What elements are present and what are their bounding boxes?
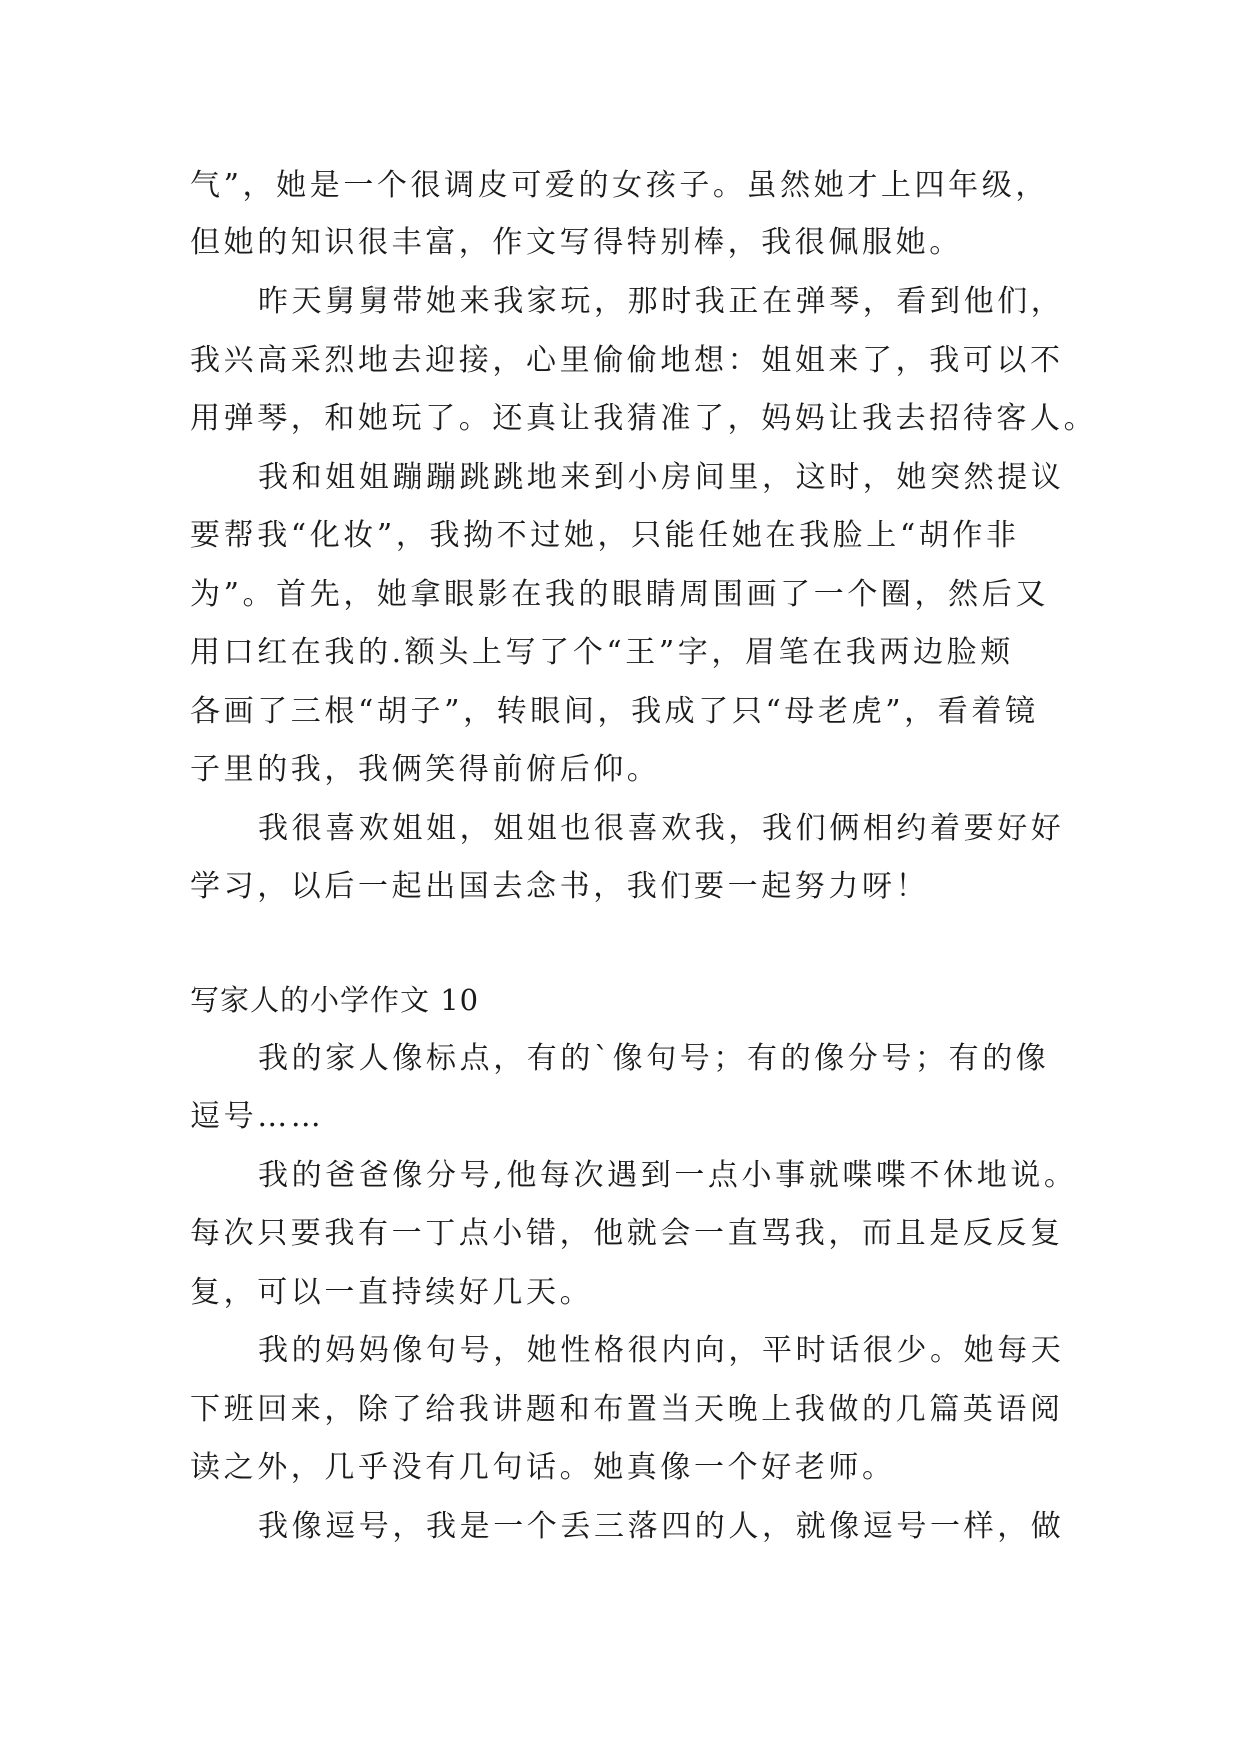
text-line: 我兴高采烈地去迎接，心里偷偷地想：姐姐来了，我可以不 [190,343,1064,378]
text-line: 下班回来，除了给我讲题和布置当天晚上我做的几篇英语阅 [190,1392,1064,1427]
text-line: 为”。首先，她拿眼影在我的眼睛周围画了一个圈，然后又 [190,577,1049,612]
paragraph-start: 我和姐姐蹦蹦跳跳地来到小房间里，这时，她突然提议 [258,460,1065,495]
text-line: 复，可以一直持续好几天。 [190,1275,594,1310]
paragraph-start: 我的家人像标点，有的`像句号；有的像分号；有的像 [258,1041,1050,1076]
text-line: 子里的我，我俩笑得前俯后仰。 [190,752,661,787]
essay-heading: 写家人的小学作文 10 [190,983,480,1017]
paragraph-start: 我的爸爸像分号,他每次遇到一点小事就喋喋不休地说。 [258,1158,1078,1193]
paragraph-start: 我的妈妈像句号，她性格很内向，平时话很少。她每天 [258,1333,1065,1368]
text-line: 用口红在我的.额头上写了个“王”字，眉笔在我两边脸颊 [190,635,1014,670]
text-line: 气”，她是一个很调皮可爱的女孩子。虽然她才上四年级， [190,168,1049,203]
text-line: 但她的知识很丰富，作文写得特别棒，我很佩服她。 [190,225,963,260]
text-line: 学习，以后一起出国去念书，我们要一起努力呀！ [190,869,930,904]
paragraph-start: 我像逗号，我是一个丢三落四的人，就像逗号一样，做 [258,1509,1065,1544]
paragraph-start: 我很喜欢姐姐，姐姐也很喜欢我，我们俩相约着要好好 [258,811,1065,846]
text-line: 各画了三根“胡子”，转眼间，我成了只“母老虎”，看着镜 [190,694,1039,729]
text-line: 每次只要我有一丁点小错，他就会一直骂我，而且是反反复 [190,1216,1064,1251]
text-line: 读之外，几乎没有几句话。她真像一个好老师。 [190,1450,896,1485]
text-line: 逗号…… [190,1099,325,1134]
paragraph-start: 昨天舅舅带她来我家玩，那时我正在弹琴，看到他们， [258,284,1065,319]
text-line: 要帮我“化妆”，我拗不过她，只能任她在我脸上“胡作非 [190,518,1020,553]
text-line: 用弹琴，和她玩了。还真让我猜准了，妈妈让我去招待客人。 [190,401,1098,436]
